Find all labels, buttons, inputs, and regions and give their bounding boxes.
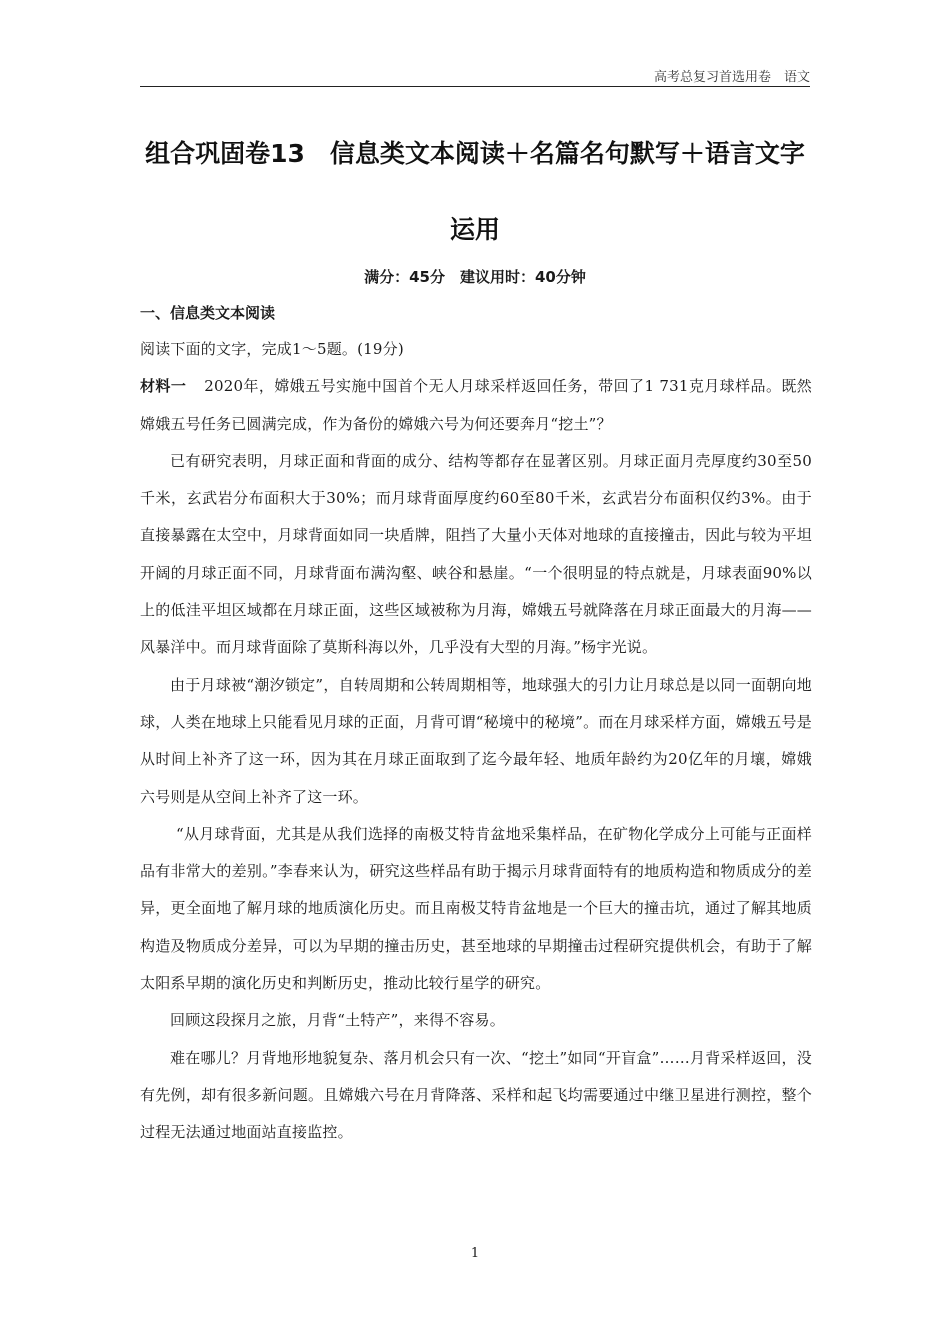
running-header: 高考总复习首选用卷 语文 — [653, 70, 810, 85]
paragraph-4: 回顾这段探月之旅，月背“土特产”，来得不容易。 — [170, 1011, 505, 1030]
material1-intro — [140, 368, 812, 443]
material1-label: 材料一 — [140, 377, 187, 396]
page-title-line1: 组合巩固卷13 信息类文本阅读＋名篇名句默写＋语言文字 — [145, 139, 805, 168]
instructions: 阅读下面的文字，完成1～5题。(19分) — [140, 340, 404, 358]
paragraph-1: 已有研究表明，月球正面和背面的成分、结构等都存在显著区别。月球正面月壳厚度约30至50千米，玄武岩分布面积大于30%；而月球背面厚度约60至80千米，玄武岩分布面积仅约3%。由于直接暴露在太空中，月球背面如同一块盾牌，阻挡了大量小天体对地球的直接撞击，因此与较为平坦开阔的月球正面不同，月球背面布满沟壑、峡谷和悬崖。“一个很明显的特点就是，月球表面90%以上的低洼平坦区域都在月球正面，这些区域被称为月海，嫦娥五号就降落在月球正面最大的月海——风暴洋中。而月球背面除了莫斯科海以外，几乎没有大型的月海。”杨宇光说。 — [140, 451, 812, 657]
paragraph-3: “从月球背面，尤其是从我们选择的南极艾特肯盆地采集样品，在矿物化学成分上可能与正面样品有非常大的差别。”李春来认为，研究这些样品有助于揭示月球背面特有的地质构造和物质成分的差异，更全面地了解月球的地质演化历史。而且南极艾特肯盆地是一个巨大的撞击坑，通过了解其地质构造及物质成分差异，可以为早期的撞击历史，甚至地球的早期撞击过程研究提供机会，有助于了解太阳系早期的演化历史和判断历史，推动比较行星学的研究。 — [140, 824, 812, 993]
page-number: 1 — [470, 1246, 480, 1261]
page-title-line2: 运用 — [449, 215, 500, 244]
material1-intro-text: 2020年，嫦娥五号实施中国首个无人月球采样返回任务，带回了1 731克月球样品。既然嫦娥五号任务已圆满完成，作为备份的嫦娥六号为何还要奔月“挖土”？ — [140, 377, 812, 433]
score-time-info: 满分：45分 建议用时：40分钟 — [364, 268, 586, 286]
paragraph-5: 难在哪儿？月背地形地貌复杂、落月机会只有一次、“挖土”如同“开盲盒”……月背采样返回，没有先例，却有很多新问题。且嫦娥六号在月背降落、采样和起飞均需要通过中继卫星进行测控，整个过程无法通过地面站直接监控。 — [140, 1048, 812, 1142]
header-rule — [140, 86, 810, 87]
section-heading: 一、信息类文本阅读 — [140, 304, 276, 322]
paragraph-2: 由于月球被“潮汐锁定”，自转周期和公转周期相等，地球强大的引力让月球总是以同一面朝向地球，人类在地球上只能看见月球的正面，月背可谓“秘境中的秘境”。而在月球采样方面，嫦娥五号是从时间上补齐了这一环，因为其在月球正面取到了迄今最年轻、地质年龄约为20亿年的月壤，嫦娥六号则是从空间上补齐了这一环。 — [140, 675, 812, 806]
reading-passage — [140, 331, 812, 1152]
